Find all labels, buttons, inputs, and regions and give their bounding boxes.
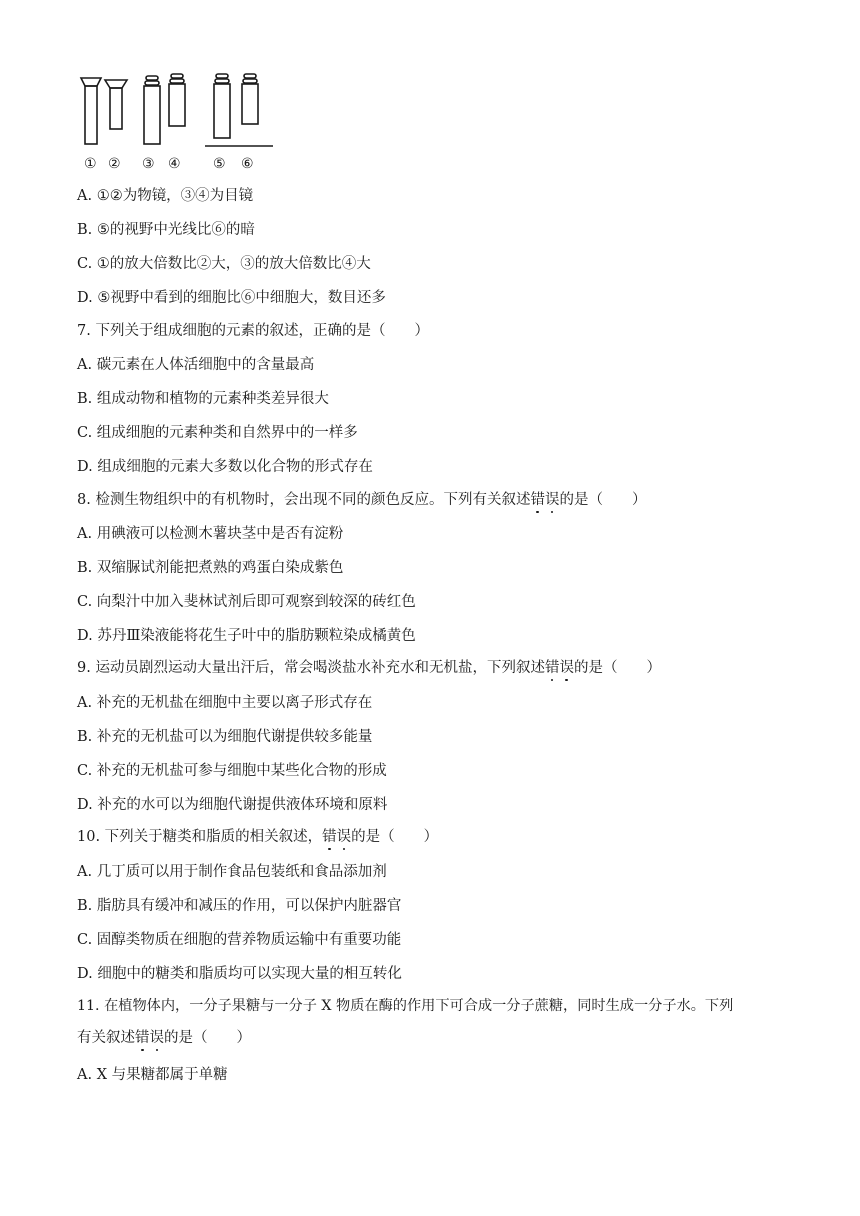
q8-stem xyxy=(77,490,646,510)
lens-label-3: ③ xyxy=(142,156,155,172)
q6-option-d: D. ⑤视野中看到的细胞比⑥中细胞大，数目还多 xyxy=(77,290,386,306)
q9-option-d: D. 补充的水可以为细胞代谢提供液体环境和原料 xyxy=(77,797,388,813)
q7-option-c: C. 组成细胞的元素种类和自然界中的一样多 xyxy=(77,425,358,441)
q10-option-c: C. 固醇类物质在细胞的营养物质运输中有重要功能 xyxy=(77,932,402,948)
emphasis-char: 错 xyxy=(530,492,545,508)
q10-option-b: B. 脂肪具有缓冲和减压的作用，可以保护内脏器官 xyxy=(77,898,402,914)
q8-stem-pre: 8. 检测生物组织中的有机物时，会出现不同的颜色反应。下列有关叙述 xyxy=(77,492,531,508)
q8-option-a: A. 用碘液可以检测木薯块茎中是否有淀粉 xyxy=(77,526,344,542)
q10-option-a: A. 几丁质可以用于制作食品包装纸和食品添加剂 xyxy=(77,864,387,880)
q9-option-b: B. 补充的无机盐可以为细胞代谢提供较多能量 xyxy=(77,729,373,745)
lens-label-4: ④ xyxy=(168,156,181,172)
q11-stem-post: 的是（ ） xyxy=(164,1030,251,1046)
lens-figure xyxy=(77,70,277,178)
q6-option-b: B. ⑤的视野中光线比⑥的暗 xyxy=(77,222,255,238)
lens-label-1: ① xyxy=(84,156,97,172)
q9-option-c: C. 补充的无机盐可参与细胞中某些化合物的形成 xyxy=(77,763,387,779)
lens-3-objective-long xyxy=(144,76,160,144)
q9-stem xyxy=(77,658,661,678)
q9-option-a: A. 补充的无机盐在细胞中主要以离子形式存在 xyxy=(77,695,373,711)
q8-option-d: D. 苏丹Ⅲ染液能将花生子叶中的脂肪颗粒染成橘黄色 xyxy=(77,628,416,644)
q9-stem-emphasis xyxy=(545,660,574,676)
lens-label-6: ⑥ xyxy=(241,156,254,172)
q8-stem-emphasis xyxy=(530,492,559,508)
q8-option-c: C. 向梨汁中加入斐林试剂后即可观察到较深的砖红色 xyxy=(77,594,416,610)
q11-stem-pre: 有关叙述 xyxy=(77,1030,135,1046)
emphasis-char: 错 xyxy=(135,1030,150,1046)
q8-stem-post: 的是（ ） xyxy=(559,492,647,508)
q9-stem-pre: 9. 运动员剧烈运动大量出汗后，常会喝淡盐水补充水和无机盐，下列叙述 xyxy=(77,660,545,676)
lens-label-2: ② xyxy=(108,156,121,172)
lens-2-eyepiece-short xyxy=(105,80,127,129)
lens-1-eyepiece-long xyxy=(81,78,101,144)
q10-stem-post: 的是（ ） xyxy=(351,829,439,845)
lens-5-objective-near-slide xyxy=(214,74,230,138)
q10-option-d: D. 细胞中的糖类和脂质均可以实现大量的相互转化 xyxy=(77,966,402,982)
emphasis-char: 错 xyxy=(322,829,337,845)
q11-option-a: A. X 与果糖都属于单糖 xyxy=(77,1067,228,1083)
q11-stem-line1: 11. 在植物体内，一分子果糖与一分子 X 物质在酶的作用下可合成一分子蔗糖，同时生成一分子水。下列 xyxy=(77,998,734,1014)
q6-option-a: A. ①②为物镜，③④为目镜 xyxy=(77,188,254,204)
q10-stem-pre: 10. 下列关于糖类和脂质的相关叙述， xyxy=(77,829,323,845)
q8-option-b: B. 双缩脲试剂能把煮熟的鸡蛋白染成紫色 xyxy=(77,560,344,576)
lens-label-5: ⑤ xyxy=(213,156,226,172)
emphasis-char: 误 xyxy=(336,829,352,845)
q6-option-c: C. ①的放大倍数比②大，③的放大倍数比④大 xyxy=(77,256,371,272)
lens-6-objective-far-slide xyxy=(242,74,258,124)
q10-stem xyxy=(77,827,438,847)
q7-option-d: D. 组成细胞的元素大多数以化合物的形式存在 xyxy=(77,459,373,475)
q10-stem-emphasis xyxy=(322,829,351,845)
q11-stem-line2 xyxy=(77,1028,251,1048)
q7-stem: 7. 下列关于组成细胞的元素的叙述，正确的是（ ） xyxy=(77,323,429,339)
q7-option-a: A. 碳元素在人体活细胞中的含量最高 xyxy=(77,357,315,373)
q9-stem-post: 的是（ ） xyxy=(573,660,661,676)
q7-option-b: B. 组成动物和植物的元素种类差异很大 xyxy=(77,391,329,407)
emphasis-char: 误 xyxy=(149,1030,164,1046)
lens-4-objective-short xyxy=(169,74,185,126)
emphasis-char: 误 xyxy=(544,492,560,508)
emphasis-char: 误 xyxy=(559,660,574,676)
q11-stem-emphasis xyxy=(135,1030,164,1046)
emphasis-char: 错 xyxy=(544,660,560,676)
